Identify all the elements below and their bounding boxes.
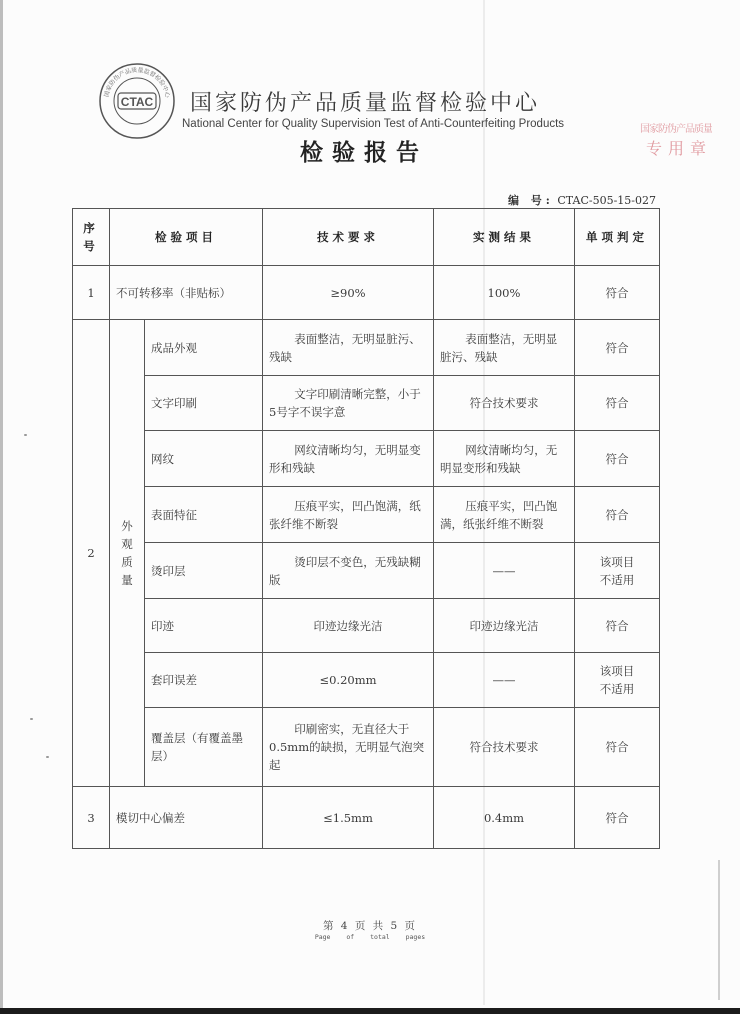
group-category: 外观质量 bbox=[110, 320, 145, 787]
row-result: 100% bbox=[434, 266, 575, 320]
table-row bbox=[73, 320, 660, 376]
header-judgment: 单项判定 bbox=[575, 209, 660, 266]
sub-judgment: 该项目不适用 bbox=[575, 543, 660, 599]
sub-judgment: 符合 bbox=[575, 708, 660, 787]
sub-item: 网纹 bbox=[145, 431, 263, 487]
sub-result: 表面整洁，无明显脏污、残缺 bbox=[434, 320, 575, 376]
sub-judgment: 符合 bbox=[575, 599, 660, 653]
sub-result: 符合技术要求 bbox=[434, 376, 575, 431]
sub-item: 文字印刷 bbox=[145, 376, 263, 431]
page-indicator-en: Page of total pages bbox=[314, 933, 426, 941]
report-number-value: CTAC-505-15-027 bbox=[557, 194, 656, 207]
table-row bbox=[73, 266, 660, 320]
table-row bbox=[73, 487, 660, 543]
sub-item: 套印误差 bbox=[145, 653, 263, 708]
row-requirement: ≤1.5mm bbox=[263, 787, 434, 849]
sub-item: 印迹 bbox=[145, 599, 263, 653]
table-header-row bbox=[73, 209, 660, 266]
scan-speck bbox=[30, 718, 33, 720]
inspection-table bbox=[72, 208, 660, 849]
sub-result: 压痕平实，凹凸饱满，纸张纤维不断裂 bbox=[434, 487, 575, 543]
group-number: 2 bbox=[73, 320, 110, 787]
sub-result: 印迹边缘光洁 bbox=[434, 599, 575, 653]
sub-judgment: 符合 bbox=[575, 431, 660, 487]
sub-requirement: 文字印刷清晰完整，小于5号字不误字意 bbox=[263, 376, 434, 431]
logo-text: CTAC bbox=[120, 95, 154, 109]
row-number: 3 bbox=[73, 787, 110, 849]
sub-requirement: 表面整洁，无明显脏污、残缺 bbox=[263, 320, 434, 376]
sub-requirement: 印迹边缘光洁 bbox=[263, 599, 434, 653]
table-row bbox=[73, 708, 660, 787]
sub-item: 烫印层 bbox=[145, 543, 263, 599]
ctac-logo-icon bbox=[98, 62, 176, 140]
row-requirement: ≥90% bbox=[263, 266, 434, 320]
table-row bbox=[73, 431, 660, 487]
table-row bbox=[73, 543, 660, 599]
table-row bbox=[73, 787, 660, 849]
header-result: 实测结果 bbox=[434, 209, 575, 266]
sub-requirement: ≤0.20mm bbox=[263, 653, 434, 708]
page-indicator: 第 4 页 共 5 页 bbox=[322, 920, 418, 932]
sub-requirement: 印刷密实，无直径大于0.5mm的缺损，无明显气泡突起 bbox=[263, 708, 434, 787]
row-item: 不可转移率（非贴标） bbox=[110, 266, 263, 320]
org-name-cn: 国家防伪产品质量监督检验中心 bbox=[190, 91, 541, 116]
sub-judgment: 符合 bbox=[575, 376, 660, 431]
scan-speck bbox=[46, 756, 49, 758]
sub-requirement: 烫印层不变色，无残缺糊版 bbox=[263, 543, 434, 599]
scan-edge-left bbox=[0, 0, 3, 1014]
header-item: 检验项目 bbox=[110, 209, 263, 266]
document-title: 检验报告 bbox=[300, 139, 428, 166]
row-judgment: 符合 bbox=[575, 266, 660, 320]
sub-judgment: 符合 bbox=[575, 487, 660, 543]
table-row bbox=[73, 376, 660, 431]
row-result: 0.4mm bbox=[434, 787, 575, 849]
sub-judgment: 该项目不适用 bbox=[575, 653, 660, 708]
sub-result: 网纹清晰均匀，无明显变形和残缺 bbox=[434, 431, 575, 487]
header-no: 序号 bbox=[73, 209, 110, 266]
table-row bbox=[73, 599, 660, 653]
row-item: 模切中心偏差 bbox=[110, 787, 263, 849]
sub-item: 成品外观 bbox=[145, 320, 263, 376]
sub-item: 表面特征 bbox=[145, 487, 263, 543]
logo-ring-text: 国家防伪产品质量监督检验中心 bbox=[103, 66, 171, 99]
table-row bbox=[73, 653, 660, 708]
row-judgment: 符合 bbox=[575, 787, 660, 849]
scan-edge-bottom bbox=[0, 1008, 740, 1014]
report-number bbox=[508, 192, 656, 208]
row-number: 1 bbox=[73, 266, 110, 320]
report-number-label: 编 号: bbox=[507, 194, 554, 207]
sub-item: 覆盖层（有覆盖墨层） bbox=[145, 708, 263, 787]
sub-requirement: 网纹清晰均匀，无明显变形和残缺 bbox=[263, 431, 434, 487]
sub-result: 符合技术要求 bbox=[434, 708, 575, 787]
scan-speck bbox=[24, 434, 27, 436]
sub-judgment: 符合 bbox=[575, 320, 660, 376]
sub-requirement: 压痕平实，凹凸饱满，纸张纤维不断裂 bbox=[263, 487, 434, 543]
partial-seal-stamp: 国家防伪产品质量 专用章 bbox=[640, 124, 712, 158]
sub-result: —— bbox=[434, 543, 575, 599]
org-name-en: National Center for Quality Supervision Test of Anti-Counterfeiting Products bbox=[182, 118, 565, 130]
sub-result: —— bbox=[434, 653, 575, 708]
header-requirement: 技术要求 bbox=[263, 209, 434, 266]
